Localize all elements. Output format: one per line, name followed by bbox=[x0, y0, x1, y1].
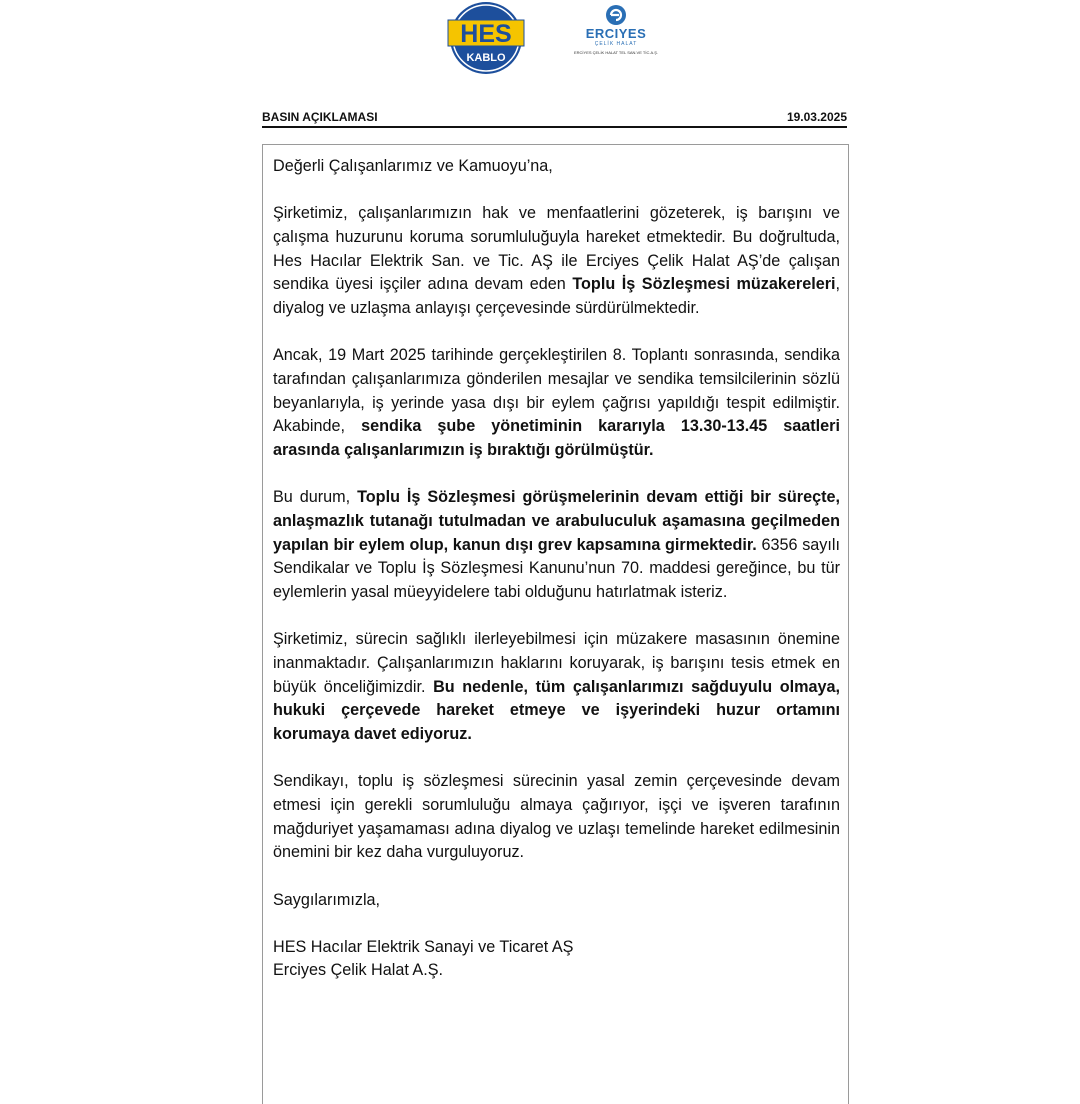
hes-logo-sub: KABLO bbox=[466, 52, 506, 64]
hes-logo-graphic bbox=[444, 0, 528, 78]
press-release-date: 19.03.2025 bbox=[786, 110, 847, 124]
paragraph-4 bbox=[273, 628, 840, 747]
paragraph-1 bbox=[273, 202, 840, 321]
paragraph-4-text-a: Şirketimiz, sürecin sağlıklı ilerleyebilmesi için müzakere masasının önemine inanmaktadır. Çalışanlarımızın haklarını koruyarak, iş barışını tesis etmek en büyük önceliğimizdir. bbox=[273, 630, 840, 696]
erciyes-logo bbox=[566, 4, 666, 66]
press-release-label: BASIN AÇIKLAMASI bbox=[262, 110, 378, 124]
letter-closing: Saygılarımızla, bbox=[273, 890, 381, 909]
paragraph-5-text-a: Sendikayı, toplu iş sözleşmesi sürecinin yasal zemin çerçevesinde devam etmesi için gerekli sorumluluğu almaya çağırıyor, işçi ve işveren tarafının mağduriyet yaşamaması adına diyalog ve uzlaşı temelinde hareket edilmesinin önemini bir kez daha vurguluyoruz. bbox=[273, 772, 840, 862]
signature-erciyes: Erciyes Çelik Halat A.Ş. bbox=[273, 961, 444, 980]
letter-salutation: Değerli Çalışanlarımız ve Kamuoyu’na, bbox=[273, 157, 553, 175]
press-release-header bbox=[262, 108, 847, 128]
paragraph-2 bbox=[273, 344, 840, 463]
paragraph-3 bbox=[273, 486, 840, 605]
paragraph-3-bold: Toplu İş Sözleşmesi görüşmelerinin devam ettiği bir süreçte, anlaşmazlık tutanağı tutulmadan ve arabuluculuk aşamasına geçilmeden yapılan bir eylem olup, kanun dışı grev kapsamına girmektedir. bbox=[273, 488, 840, 554]
paragraph-2-text-a: Ancak, 19 Mart 2025 tarihinde gerçekleştirilen 8. Toplantı sonrasında, sendika tarafından çalışanlarımıza gönderilen mesajlar ve sendika temsilcilerinin sözlü beyanlarıyla, iş yerinde yasa dışı bir eylem çağrısı yapıldığı tespit edilmiştir. Akabinde, bbox=[273, 346, 840, 436]
signature-hes: HES Hacılar Elektrik Sanayi ve Ticaret AŞ bbox=[273, 937, 574, 956]
paragraph-3-text-b: 6356 sayılı Sendikalar ve Toplu İş Sözleşmesi Kanunu’nun 70. maddesi gereğince, bu tür eylemlerin yasal müeyyidelere tabi olduğunu hatırlatmak isteriz. bbox=[273, 535, 840, 602]
paragraph-3-text-a: Bu durum, bbox=[273, 488, 358, 507]
paragraph-2-bold: sendika şube yönetiminin kararıyla 13.30-13.45 saatleri arasında çalışanlarımızın iş bıraktığı görülmüştür. bbox=[273, 417, 840, 460]
paragraph-4-bold: Bu nedenle, tüm çalışanlarımızı sağduyulu olmaya, hukuki çerçevede hareket etmeye ve işyerindeki huzur ortamını korumaya davet ediyoruz. bbox=[273, 677, 840, 744]
hes-kablo-logo bbox=[444, 0, 528, 78]
paragraph-5 bbox=[273, 770, 840, 865]
erciyes-logo-company: ERCİYES ÇELİK HALAT TEL SAN.VE TİC.A.Ş. bbox=[573, 50, 659, 55]
paragraph-1-text-b: , diyalog ve uzlaşma anlayışı çerçevesinde sürdürülmektedir. bbox=[273, 275, 841, 318]
erciyes-logo-sub: ÇELİK HALAT bbox=[594, 41, 638, 47]
erciyes-mark-icon bbox=[604, 4, 628, 26]
erciyes-logo-name: ERCIYES bbox=[585, 26, 647, 41]
paragraph-1-text-a: Şirketimiz, çalışanlarımızın hak ve menfaatlerini gözeterek, iş barışını ve çalışma huzurunu koruma sorumluluğuyla hareket etmektedir. Bu doğrultuda, Hes Hacılar Elektrik San. ve Tic. AŞ ile Erciyes Çelik Halat AŞ’de çalışan sendika üyesi işçiler adına devam eden bbox=[273, 204, 840, 294]
paragraph-1-bold: Toplu İş Sözleşmesi müzakereleri bbox=[572, 275, 836, 294]
hes-logo-brand: HES bbox=[460, 20, 512, 48]
letter-body bbox=[262, 144, 849, 1104]
